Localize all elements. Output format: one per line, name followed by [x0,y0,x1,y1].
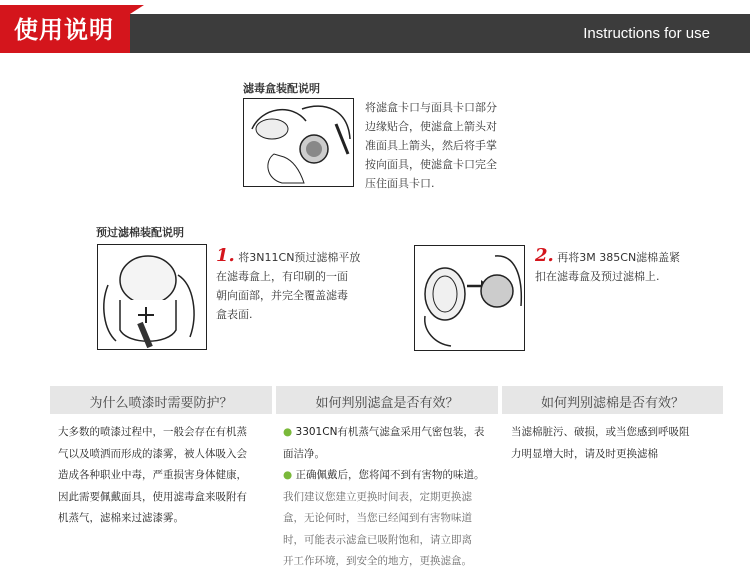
question-2-title: 如何判别滤盒是否有效？ [315,396,459,411]
cartridge-illustration [243,98,354,187]
bullet-icon: ● [283,426,293,438]
header-banner [0,0,750,53]
bullet-icon: ● [283,469,293,481]
answer-3 [511,422,723,465]
answer-1 [58,422,270,530]
page-subtitle-en: Instructions for use [583,25,710,42]
cartridge-instructions [365,98,497,193]
step1-line: 朝向面部，并完全覆盖滤毒 [216,289,348,302]
answer-2-note: 我们建议您建立更换时间表，定期更换滤 [283,490,472,503]
cartridge-line: 按向面具，使滤盒卡口完全 [365,158,497,171]
prefilter-step1-illustration [97,244,207,350]
cartridge-line: 准面具上箭头，然后将手掌 [365,139,497,152]
header-red-tip [130,5,144,14]
prefilter-step1-text [216,246,360,324]
prefilter-step2-text [535,246,680,286]
answer-2-note: 时，可能表示滤盒已吸附饱和，请立即离 [283,533,472,546]
answer-1-line: 造成各种职业中毒，严重损害身体健康， [58,469,247,481]
step1-line: 在滤毒盒上，有印刷的一面 [216,270,348,283]
step2-number: 2. [535,245,554,266]
cartridge-section-title: 滤毒盒装配说明 [243,82,320,95]
cartridge-line: 将滤盒卡口与面具卡口部分 [365,101,497,114]
answer-2-note: 盒，无论何时，当您已经闻到有害物味道 [283,512,472,524]
filter-cover-drawing [415,246,524,350]
cartridge-line: 压住面具卡口. [365,177,435,190]
answer-2-line: 面洁净。 [283,447,325,460]
step1-line: 盒表面. [216,308,253,321]
prefilter-section-title: 预过滤棉装配说明 [96,226,184,239]
prefilter-step2-illustration [414,245,525,351]
cartridge-line: 边缘贴合，使滤盒上箭头对 [365,120,497,133]
step2-line: 扣在滤毒盒及预过滤棉上. [535,270,660,283]
question-1-title: 为什么喷漆时需要防护？ [89,396,233,411]
prefilter-disc-drawing [98,245,206,349]
step1-line: 将3N11CN预过滤棉平放 [238,251,361,264]
answer-1-line: 因此需要佩戴面具，使用滤毒盒来吸附有 [58,490,247,503]
answer-3-line: 力明显增大时，请及时更换滤棉 [511,447,658,460]
answer-3-line: 当滤棉脏污、破损，或当您感到呼吸阻 [511,426,690,438]
answer-2-line: 正确佩戴后，您将闻不到有害物的味道。 [295,469,485,481]
step1-number: 1. [216,245,235,266]
question-bar-3 [502,386,723,414]
step2-line: 再将3M 385CN滤棉盖紧 [557,251,681,264]
question-bar-1 [50,386,272,414]
answer-2 [283,422,495,573]
answer-1-line: 气以及喷洒而形成的漆雾，被人体吸入会 [58,447,247,460]
page-title: 使用说明 [14,16,114,44]
mask-cartridge-drawing [244,99,353,186]
question-bar-2 [276,386,498,414]
answer-1-line: 机蒸气，滤棉来过滤漆雾。 [58,512,184,524]
answer-1-line: 大多数的喷漆过程中，一般会存在有机蒸 [58,426,247,438]
answer-2-line: 3301CN有机蒸气滤盒采用气密包装，表 [295,426,485,438]
answer-2-note: 开工作环境，到安全的地方，更换滤盒。 [283,555,472,567]
question-3-title: 如何判别滤棉是否有效？ [540,396,684,411]
